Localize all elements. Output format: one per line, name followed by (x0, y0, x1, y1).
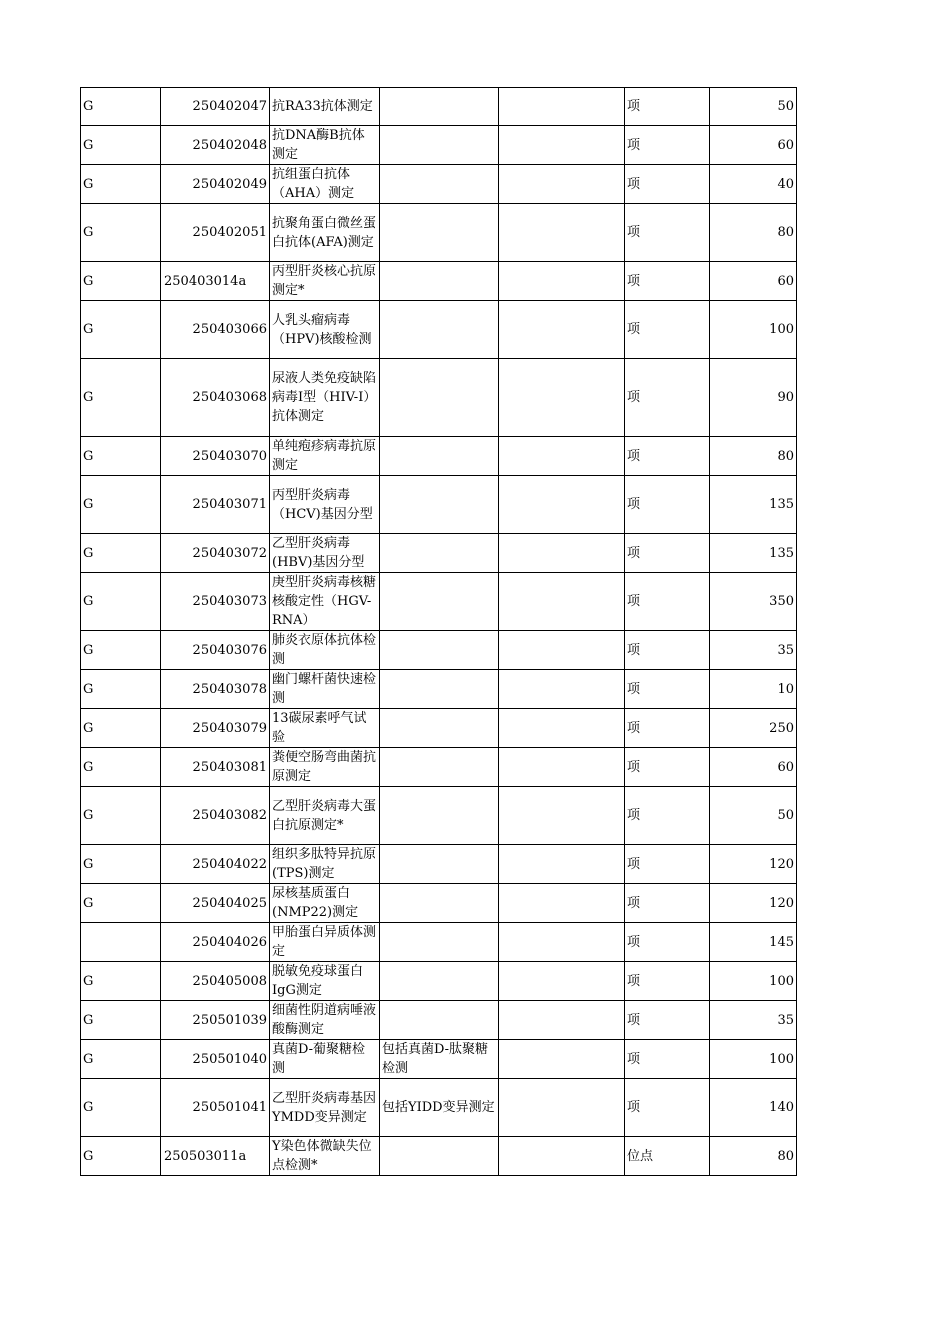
blank-cell (499, 962, 625, 1001)
blank-cell (499, 262, 625, 301)
item-name-cell: Y染色体微缺失位点检测* (270, 1137, 380, 1176)
blank-cell (499, 437, 625, 476)
unit-cell: 项 (625, 573, 710, 631)
note-cell (380, 884, 499, 923)
code-cell: 250402051 (161, 204, 270, 262)
blank-cell (499, 748, 625, 787)
group-cell: G (81, 359, 161, 437)
table-row (81, 1001, 797, 1040)
note-cell: 包括真菌D-肽聚糖检测 (380, 1040, 499, 1079)
group-cell: G (81, 1137, 161, 1176)
group-cell: G (81, 262, 161, 301)
unit-cell: 项 (625, 845, 710, 884)
code-cell: 250404022 (161, 845, 270, 884)
item-name-cell: 乙型肝炎病毒基因YMDD变异测定 (270, 1079, 380, 1137)
unit-cell: 位点 (625, 1137, 710, 1176)
item-name-cell: 抗组蛋白抗体（AHA）测定 (270, 165, 380, 204)
table-row (81, 204, 797, 262)
note-cell (380, 534, 499, 573)
price-cell: 140 (710, 1079, 797, 1137)
table-row (81, 670, 797, 709)
unit-cell: 项 (625, 670, 710, 709)
group-cell: G (81, 787, 161, 845)
item-name-cell: 单纯疱疹病毒抗原测定 (270, 437, 380, 476)
blank-cell (499, 884, 625, 923)
item-name-cell: 抗DNA酶B抗体测定 (270, 126, 380, 165)
group-cell: G (81, 301, 161, 359)
blank-cell (499, 88, 625, 126)
table-row (81, 534, 797, 573)
unit-cell: 项 (625, 476, 710, 534)
group-cell: G (81, 670, 161, 709)
blank-cell (499, 359, 625, 437)
note-cell (380, 631, 499, 670)
table-row (81, 88, 797, 126)
note-cell (380, 165, 499, 204)
unit-cell: 项 (625, 748, 710, 787)
code-cell: 250501041 (161, 1079, 270, 1137)
table-row (81, 1137, 797, 1176)
item-name-cell: 甲胎蛋白异质体测定 (270, 923, 380, 962)
group-cell: G (81, 126, 161, 165)
item-name-cell: 脱敏免疫球蛋白IgG测定 (270, 962, 380, 1001)
table-row (81, 1040, 797, 1079)
blank-cell (499, 670, 625, 709)
item-name-cell: 尿核基质蛋白(NMP22)测定 (270, 884, 380, 923)
group-cell: G (81, 709, 161, 748)
price-cell: 100 (710, 962, 797, 1001)
code-cell: 250403081 (161, 748, 270, 787)
unit-cell: 项 (625, 165, 710, 204)
unit-cell: 项 (625, 1079, 710, 1137)
note-cell (380, 204, 499, 262)
code-cell: 250405008 (161, 962, 270, 1001)
blank-cell (499, 165, 625, 204)
price-cell: 35 (710, 631, 797, 670)
group-cell: G (81, 88, 161, 126)
item-name-cell: 组织多肽特异抗原(TPS)测定 (270, 845, 380, 884)
unit-cell: 项 (625, 301, 710, 359)
table-row (81, 923, 797, 962)
code-cell: 250404026 (161, 923, 270, 962)
note-cell (380, 670, 499, 709)
table-row (81, 884, 797, 923)
unit-cell: 项 (625, 787, 710, 845)
price-cell: 10 (710, 670, 797, 709)
price-cell: 120 (710, 884, 797, 923)
blank-cell (499, 845, 625, 884)
note-cell (380, 88, 499, 126)
table-row (81, 573, 797, 631)
item-name-cell: 细菌性阴道病唾液酸酶测定 (270, 1001, 380, 1040)
table-row (81, 165, 797, 204)
item-name-cell: 真菌D-葡聚糖检测 (270, 1040, 380, 1079)
group-cell: G (81, 534, 161, 573)
blank-cell (499, 126, 625, 165)
note-cell (380, 359, 499, 437)
note-cell (380, 962, 499, 1001)
price-cell: 80 (710, 437, 797, 476)
note-cell (380, 301, 499, 359)
note-cell (380, 709, 499, 748)
table-row (81, 845, 797, 884)
fee-table-body (81, 88, 797, 1176)
note-cell (380, 787, 499, 845)
unit-cell: 项 (625, 884, 710, 923)
note-cell (380, 923, 499, 962)
code-cell: 250403082 (161, 787, 270, 845)
blank-cell (499, 1001, 625, 1040)
note-cell (380, 476, 499, 534)
table-row (81, 709, 797, 748)
code-cell: 250402047 (161, 88, 270, 126)
code-cell: 250503011a (161, 1137, 270, 1176)
note-cell (380, 1137, 499, 1176)
price-cell: 60 (710, 262, 797, 301)
unit-cell: 项 (625, 126, 710, 165)
note-cell (380, 437, 499, 476)
unit-cell: 项 (625, 88, 710, 126)
code-cell: 250403079 (161, 709, 270, 748)
price-cell: 350 (710, 573, 797, 631)
code-cell: 250402049 (161, 165, 270, 204)
item-name-cell: 庚型肝炎病毒核糖核酸定性（HGV-RNA） (270, 573, 380, 631)
code-cell: 250403070 (161, 437, 270, 476)
group-cell: G (81, 1079, 161, 1137)
unit-cell: 项 (625, 204, 710, 262)
blank-cell (499, 301, 625, 359)
item-name-cell: 尿液人类免疫缺陷病毒I型（HIV-I）抗体测定 (270, 359, 380, 437)
group-cell: G (81, 631, 161, 670)
table-row (81, 962, 797, 1001)
price-cell: 60 (710, 126, 797, 165)
note-cell (380, 573, 499, 631)
group-cell: G (81, 573, 161, 631)
price-cell: 145 (710, 923, 797, 962)
unit-cell: 项 (625, 962, 710, 1001)
price-cell: 100 (710, 301, 797, 359)
item-name-cell: 抗聚角蛋白微丝蛋白抗体(AFA)测定 (270, 204, 380, 262)
table-row (81, 631, 797, 670)
table-row (81, 476, 797, 534)
table-row (81, 437, 797, 476)
fee-table (80, 87, 797, 1176)
group-cell: G (81, 1040, 161, 1079)
table-row (81, 359, 797, 437)
blank-cell (499, 534, 625, 573)
blank-cell (499, 923, 625, 962)
blank-cell (499, 204, 625, 262)
code-cell: 250403078 (161, 670, 270, 709)
note-cell (380, 1001, 499, 1040)
item-name-cell: 粪便空肠弯曲菌抗原测定 (270, 748, 380, 787)
price-cell: 50 (710, 88, 797, 126)
item-name-cell: 乙型肝炎病毒大蛋白抗原测定* (270, 787, 380, 845)
note-cell (380, 262, 499, 301)
unit-cell: 项 (625, 923, 710, 962)
table-row (81, 301, 797, 359)
note-cell (380, 748, 499, 787)
code-cell: 250403071 (161, 476, 270, 534)
table-row (81, 787, 797, 845)
price-cell: 135 (710, 534, 797, 573)
code-cell: 250501040 (161, 1040, 270, 1079)
price-cell: 80 (710, 204, 797, 262)
code-cell: 250501039 (161, 1001, 270, 1040)
code-cell: 250404025 (161, 884, 270, 923)
group-cell: G (81, 165, 161, 204)
group-cell: G (81, 1001, 161, 1040)
code-cell: 250403076 (161, 631, 270, 670)
unit-cell: 项 (625, 359, 710, 437)
unit-cell: 项 (625, 1001, 710, 1040)
group-cell: G (81, 437, 161, 476)
price-cell: 120 (710, 845, 797, 884)
price-cell: 100 (710, 1040, 797, 1079)
blank-cell (499, 573, 625, 631)
code-cell: 250403068 (161, 359, 270, 437)
table-row (81, 262, 797, 301)
price-cell: 60 (710, 748, 797, 787)
blank-cell (499, 787, 625, 845)
table-row (81, 1079, 797, 1137)
group-cell: G (81, 962, 161, 1001)
group-cell: G (81, 204, 161, 262)
code-cell: 250403066 (161, 301, 270, 359)
item-name-cell: 丙型肝炎核心抗原测定* (270, 262, 380, 301)
table-row (81, 126, 797, 165)
item-name-cell: 幽门螺杆菌快速检测 (270, 670, 380, 709)
item-name-cell: 13碳尿素呼气试验 (270, 709, 380, 748)
table-row (81, 748, 797, 787)
group-cell: G (81, 748, 161, 787)
unit-cell: 项 (625, 534, 710, 573)
note-cell (380, 845, 499, 884)
blank-cell (499, 631, 625, 670)
item-name-cell: 抗RA33抗体测定 (270, 88, 380, 126)
item-name-cell: 肺炎衣原体抗体检测 (270, 631, 380, 670)
item-name-cell: 乙型肝炎病毒(HBV)基因分型 (270, 534, 380, 573)
group-cell: G (81, 845, 161, 884)
note-cell: 包括YIDD变异测定 (380, 1079, 499, 1137)
price-cell: 80 (710, 1137, 797, 1176)
price-cell: 40 (710, 165, 797, 204)
blank-cell (499, 1137, 625, 1176)
unit-cell: 项 (625, 631, 710, 670)
unit-cell: 项 (625, 709, 710, 748)
price-cell: 250 (710, 709, 797, 748)
blank-cell (499, 709, 625, 748)
item-name-cell: 丙型肝炎病毒（HCV)基因分型 (270, 476, 380, 534)
code-cell: 250403072 (161, 534, 270, 573)
group-cell (81, 923, 161, 962)
unit-cell: 项 (625, 262, 710, 301)
note-cell (380, 126, 499, 165)
price-cell: 135 (710, 476, 797, 534)
code-cell: 250403014a (161, 262, 270, 301)
group-cell: G (81, 884, 161, 923)
group-cell: G (81, 476, 161, 534)
blank-cell (499, 1040, 625, 1079)
price-cell: 50 (710, 787, 797, 845)
item-name-cell: 人乳头瘤病毒（HPV)核酸检测 (270, 301, 380, 359)
code-cell: 250402048 (161, 126, 270, 165)
unit-cell: 项 (625, 1040, 710, 1079)
blank-cell (499, 476, 625, 534)
unit-cell: 项 (625, 437, 710, 476)
code-cell: 250403073 (161, 573, 270, 631)
price-cell: 90 (710, 359, 797, 437)
price-cell: 35 (710, 1001, 797, 1040)
blank-cell (499, 1079, 625, 1137)
